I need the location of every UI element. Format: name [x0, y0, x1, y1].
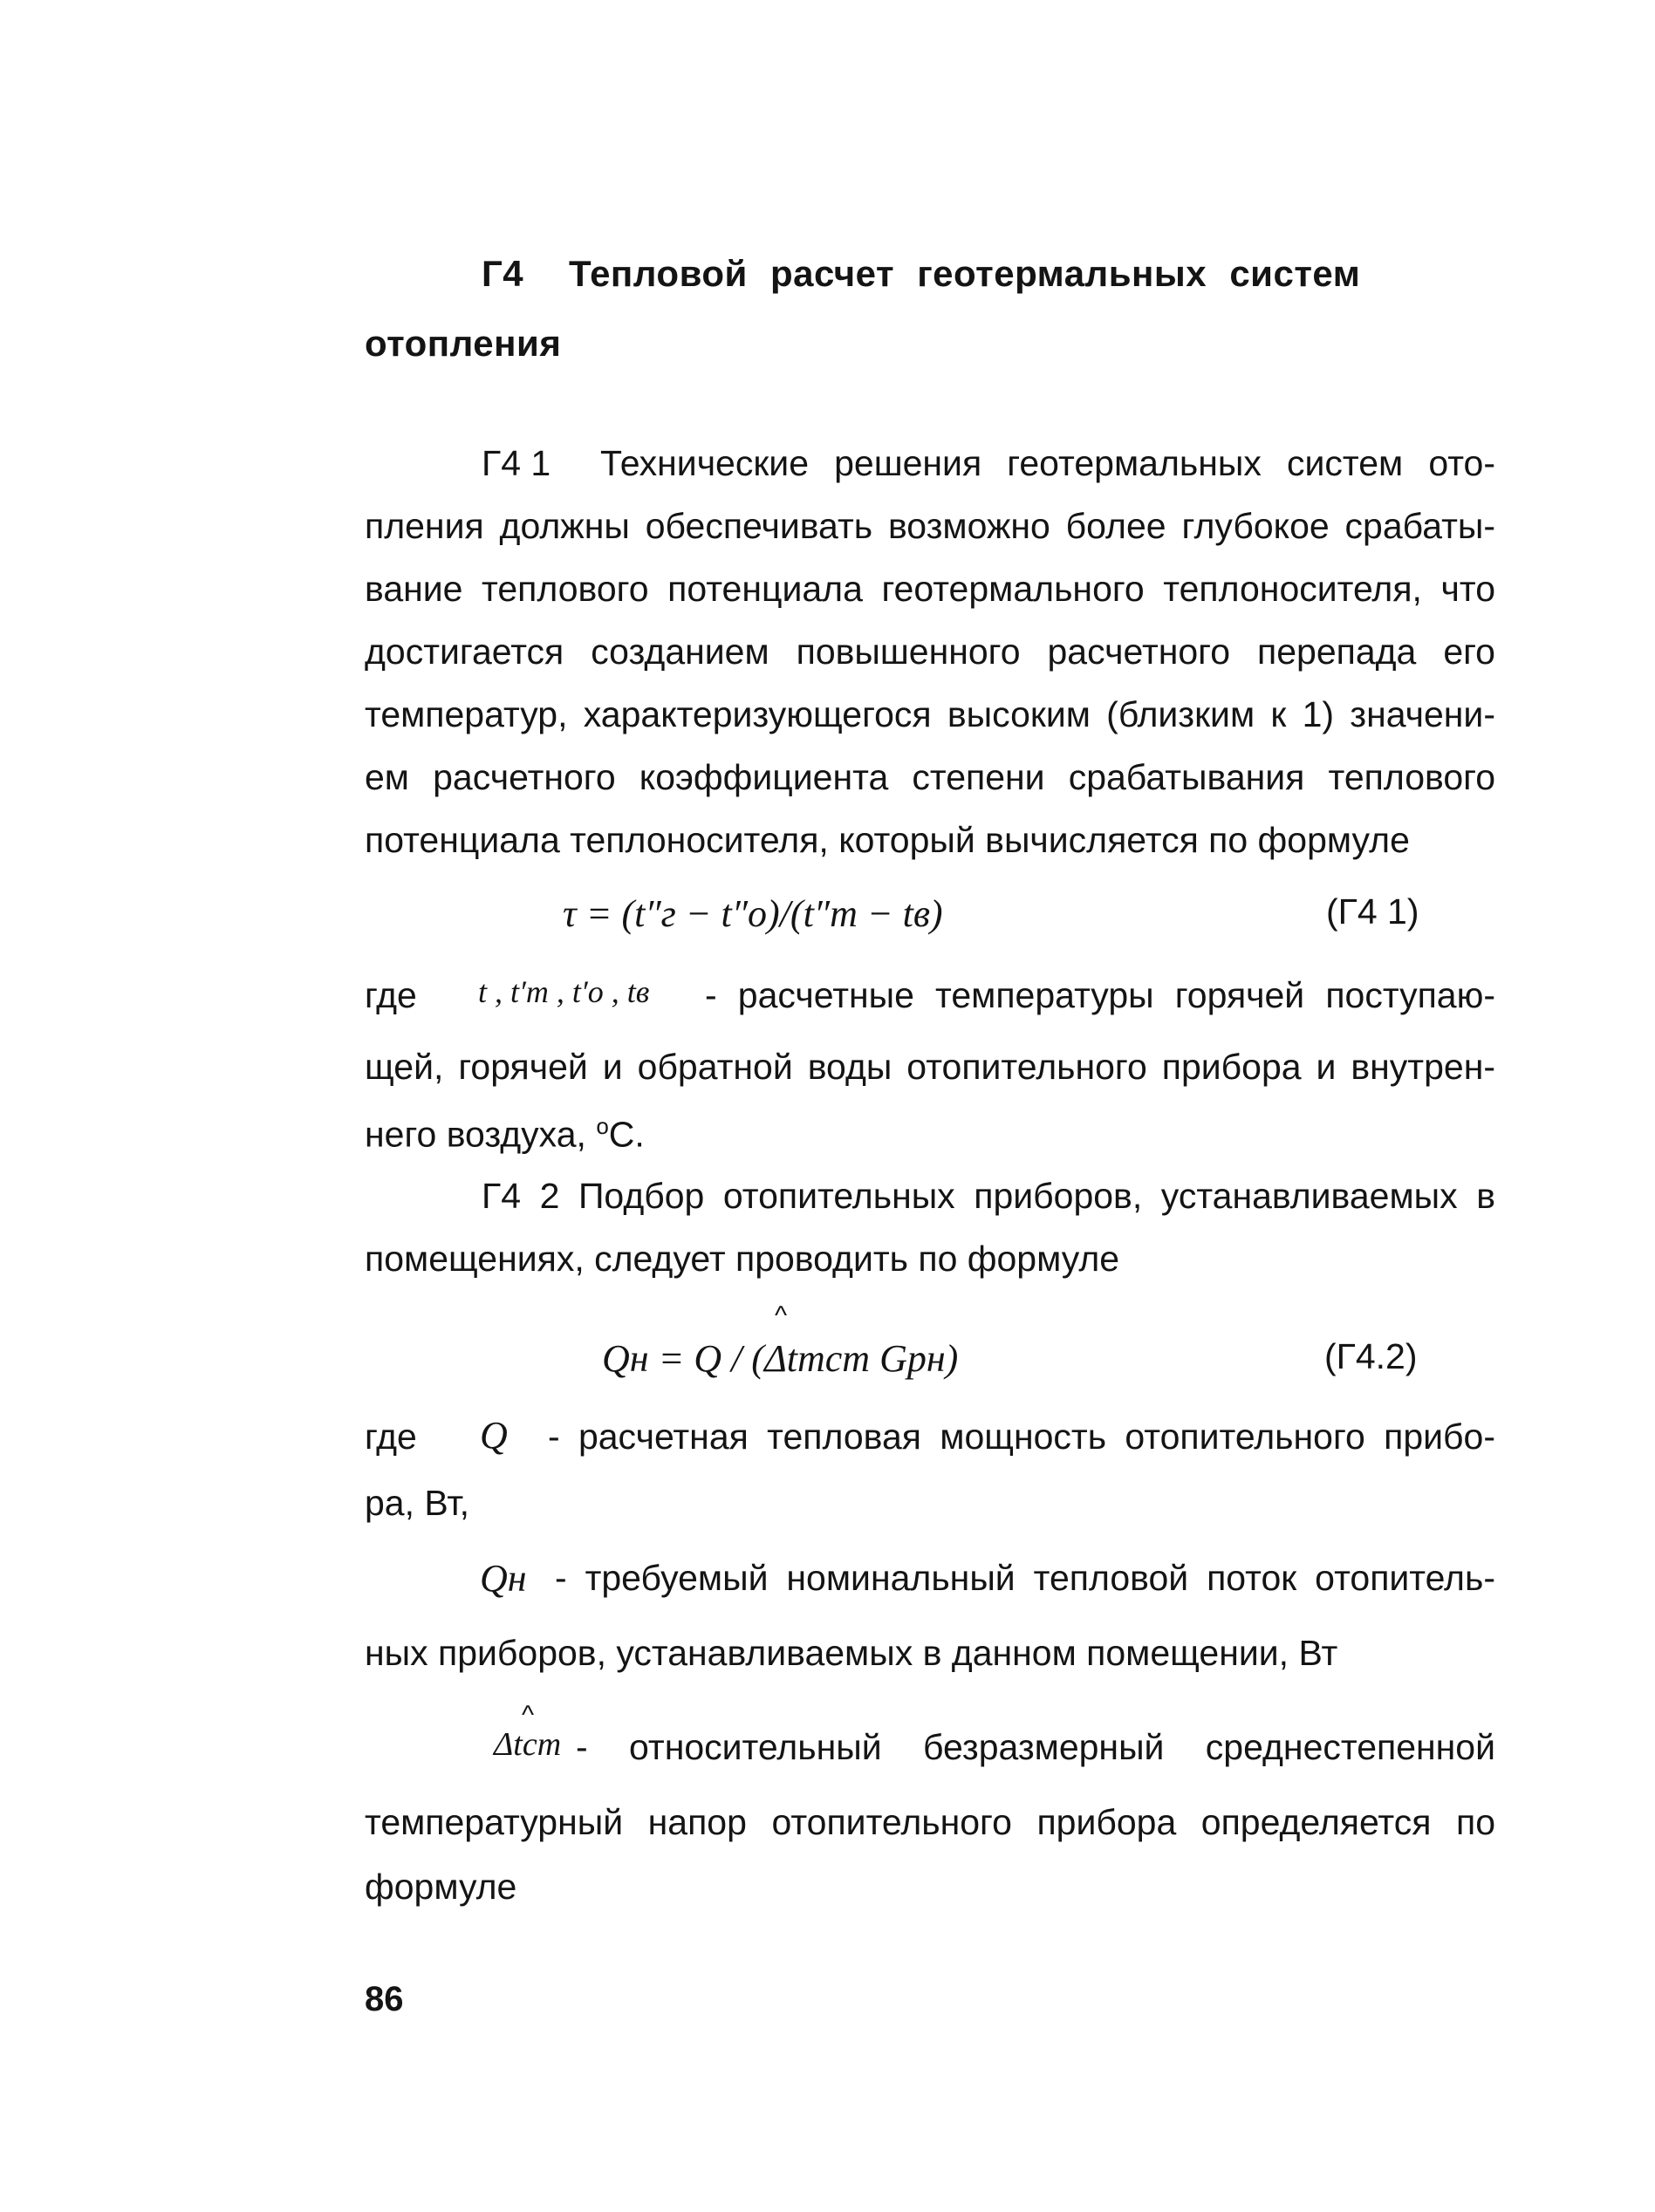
- para-g41-line7: потенциала теплоносителя, который вычисляется по формуле: [365, 820, 1410, 860]
- where-g42-qn-symbol: Qн: [480, 1557, 527, 1600]
- where-g42-q-symbol: Q: [480, 1414, 508, 1457]
- section-title-line1: Тепловой расчет геотермальных систем: [569, 253, 1361, 294]
- para-g41-line2: пления должны обеспечивать возможно более глубокое срабаты-: [365, 506, 1495, 546]
- where-label-g41: где: [365, 975, 417, 1015]
- para-g41-line5: температур, характеризующегося высоким (близким к 1) значени-: [365, 694, 1495, 734]
- section-title-line2: отопления: [365, 323, 562, 364]
- para-g42-line2: помещениях, следует проводить по формуле: [365, 1239, 1120, 1279]
- where-g42-qn-text: - требуемый номинальный тепловой поток отопитель-: [555, 1558, 1495, 1598]
- where-g42-dt-symbol: Δtст: [494, 1726, 562, 1763]
- para-g41-line1: Технические решения геотермальных систем ото-: [600, 443, 1495, 483]
- para-g42-line1: Г4 2 Подбор отопительных приборов, устанавливаемых в: [482, 1176, 1495, 1216]
- where-g42-dt-line3: формуле: [365, 1867, 517, 1907]
- where-label-g42: где: [365, 1417, 417, 1457]
- para-g41-line6: ем расчетного коэффициента степени срабатывания теплового: [365, 757, 1495, 797]
- where-g42-dt-hat: ^: [522, 1701, 535, 1730]
- where-g41-line3: него воздуха, $^o$С.: [365, 1113, 645, 1155]
- where-g41-symbols: t , t′т , t′о , tв: [478, 974, 650, 1009]
- para-g41-lead: Г4 1: [482, 443, 551, 483]
- where-g42-q-text: - расчетная тепловая мощность отопительного прибо-: [548, 1417, 1495, 1457]
- formula-g42-number: (Г4.2): [1324, 1336, 1418, 1376]
- formula-g42-hat: ^: [775, 1301, 788, 1330]
- para-g41-line3: вание теплового потенциала геотермального теплоносителя, что: [365, 569, 1495, 609]
- page-number: 86: [365, 1980, 404, 2018]
- para-g41-line4: достигается созданием повышенного расчетного перепада его: [365, 632, 1495, 672]
- section-number: Г4: [482, 253, 524, 294]
- where-g41-line2: щей, горячей и обратной воды отопительного прибора и внутрен-: [365, 1047, 1495, 1087]
- formula-g42-expression: Qн = Q / (Δtmст Gpн): [602, 1337, 959, 1380]
- where-g42-dt-text: - относительный безразмерный среднестепенной: [576, 1727, 1495, 1767]
- degree-sign: o: [596, 1113, 609, 1139]
- where-g42-qn-text-cont: ных приборов, устанавливаемых в данном помещении, Вт: [365, 1633, 1338, 1673]
- where-g41-text1: - расчетные температуры горячей поступаю-: [705, 975, 1495, 1015]
- where-g42-dt-line2: температурный напор отопительного прибора определяется по: [365, 1802, 1495, 1842]
- formula-g41-number: (Г4 1): [1326, 891, 1419, 932]
- where-g42-q-text-cont: ра, Вт,: [365, 1483, 469, 1523]
- formula-g41-expression: τ = (t″г − t″о)/(t″т − tв): [563, 892, 943, 935]
